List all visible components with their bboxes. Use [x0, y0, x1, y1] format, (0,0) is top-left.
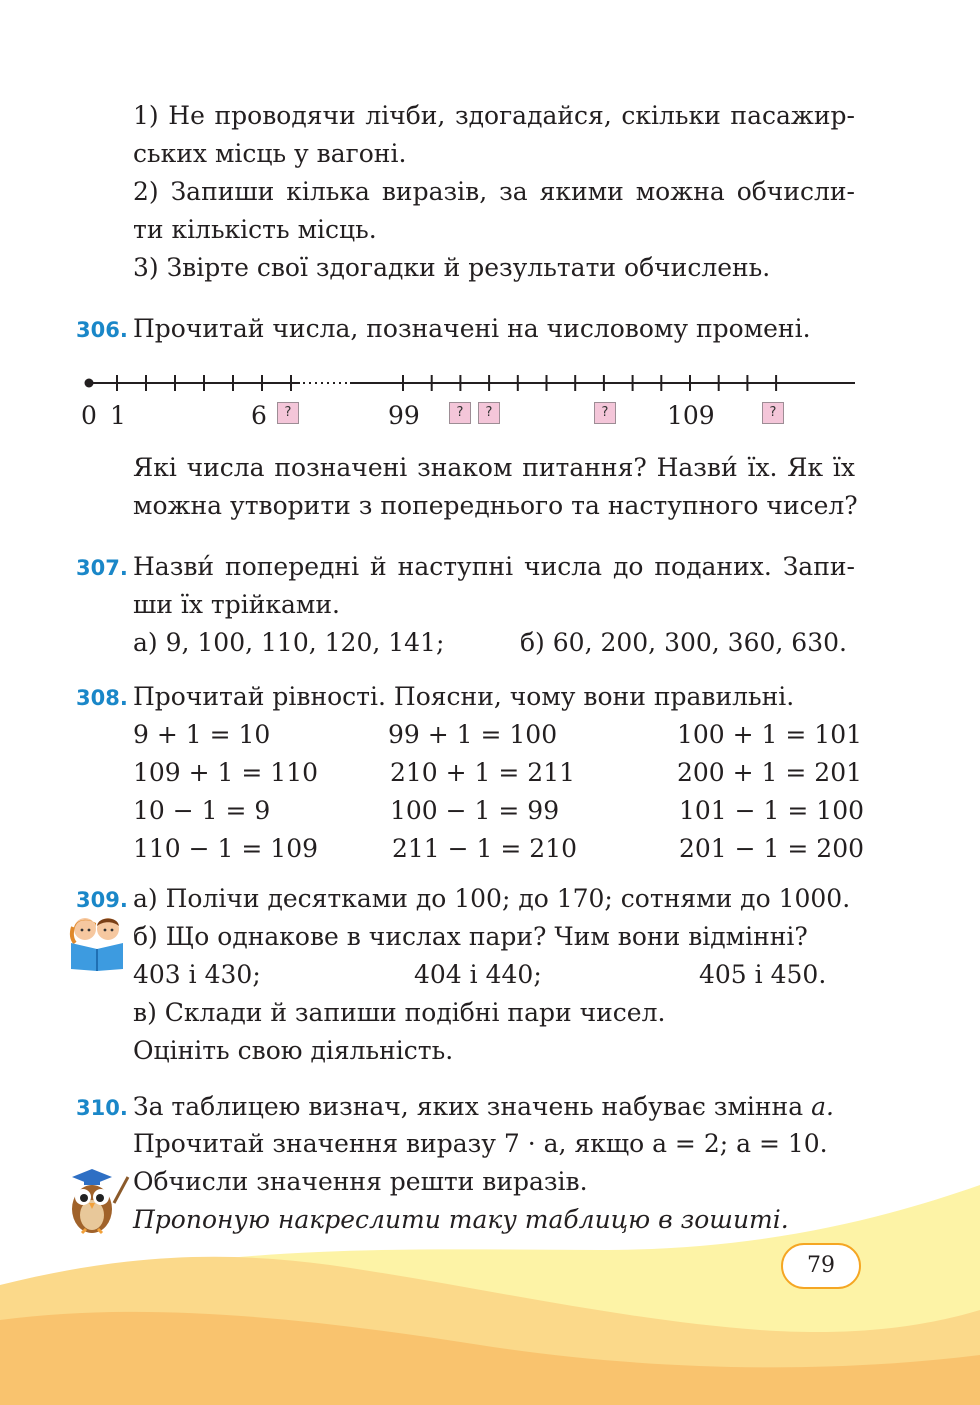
page-number: 79 — [781, 1243, 861, 1289]
exercise-309-part-a: а) Полічи десятками до 100; до 170; сотнями до 1000. — [133, 884, 851, 913]
exercise-309-part-c: в) Склади й запиши подібні пари чисел. — [133, 998, 666, 1027]
exercise-306-question-1: Які числа позначені знаком питання? Назви́ їх. Як їх — [133, 453, 855, 482]
exercise-306-question-2: можна утворити з попереднього та наступного чисел? — [133, 491, 858, 520]
tick-label-6: 6 — [251, 401, 267, 430]
equation: 109 + 1 = 110 — [133, 758, 319, 787]
exercise-307-part-a: а) 9, 100, 110, 120, 141; — [133, 628, 445, 657]
exercise-number-310: 310. — [76, 1096, 128, 1120]
exercise-307-part-b: б) 60, 200, 300, 360, 630. — [520, 628, 847, 657]
kids-reading-icon — [67, 913, 127, 971]
exercise-310-italic-line: Пропоную накреслити таку таблицю в зошиті. — [133, 1205, 789, 1234]
intro-line-1: 1) Не проводячи лічби, здогадайся, скільки пасажир- — [133, 101, 855, 130]
question-box: ? — [762, 402, 784, 424]
equation: 200 + 1 = 201 — [677, 758, 863, 787]
intro-line-3: 2) Запиши кілька виразів, за якими можна обчисли- — [133, 177, 855, 206]
question-box: ? — [478, 402, 500, 424]
equation: 9 + 1 = 10 — [133, 720, 271, 749]
number-pair: 405 і 450. — [699, 960, 827, 989]
equation: 101 − 1 = 100 — [679, 796, 865, 825]
equation: 110 − 1 = 109 — [133, 834, 319, 863]
owl-teacher-icon — [62, 1165, 132, 1237]
exercise-number-306: 306. — [76, 318, 128, 342]
tick-label-99: 99 — [388, 401, 420, 430]
intro-line-5: 3) Звірте свої здогадки й результати обчислень. — [133, 253, 771, 282]
exercise-310-line-3: Обчисли значення решти виразів. — [133, 1167, 588, 1196]
equation: 201 − 1 = 200 — [679, 834, 865, 863]
question-box: ? — [449, 402, 471, 424]
exercise-307-line-1: Назви́ попередні й наступні числа до поданих. Запи- — [133, 552, 855, 581]
equation: 211 − 1 = 210 — [392, 834, 578, 863]
variable-a: а. — [811, 1092, 834, 1121]
equation: 100 − 1 = 99 — [390, 796, 560, 825]
exercise-310-line-1 — [133, 1092, 834, 1122]
number-pair: 404 і 440; — [414, 960, 542, 989]
question-box: ? — [594, 402, 616, 424]
tick-label-109: 109 — [667, 401, 715, 430]
equation: 100 + 1 = 101 — [677, 720, 863, 749]
exercise-306-title: Прочитай числа, позначені на числовому промені. — [133, 314, 811, 343]
question-box: ? — [277, 402, 299, 424]
intro-line-4: ти кількість місць. — [133, 215, 377, 244]
self-assessment-line: Оцініть свою діяльність. — [133, 1036, 454, 1065]
equation: 210 + 1 = 211 — [390, 758, 576, 787]
exercise-309-part-b: б) Що однакове в числах пари? Чим вони відмінні? — [133, 922, 808, 951]
exercise-number-308: 308. — [76, 686, 128, 710]
exercise-308-title: Прочитай рівності. Поясни, чому вони правильні. — [133, 682, 795, 711]
exercise-number-309: 309. — [76, 888, 128, 912]
exercise-310-line-2: Прочитай значення виразу 7 · а, якщо а = 2; а = 10. — [133, 1129, 828, 1158]
equation: 10 − 1 = 9 — [133, 796, 271, 825]
tick-label-0: 0 — [81, 401, 97, 430]
exercise-307-line-2: ши їх трійками. — [133, 590, 340, 619]
equation: 99 + 1 = 100 — [388, 720, 558, 749]
number-pair: 403 і 430; — [133, 960, 261, 989]
tick-label-1: 1 — [110, 401, 126, 430]
exercise-310-line-1-text: За таблицею визнач, яких значень набуває змінна — [133, 1092, 804, 1121]
intro-line-2: ських місць у вагоні. — [133, 139, 407, 168]
exercise-number-307: 307. — [76, 556, 128, 580]
